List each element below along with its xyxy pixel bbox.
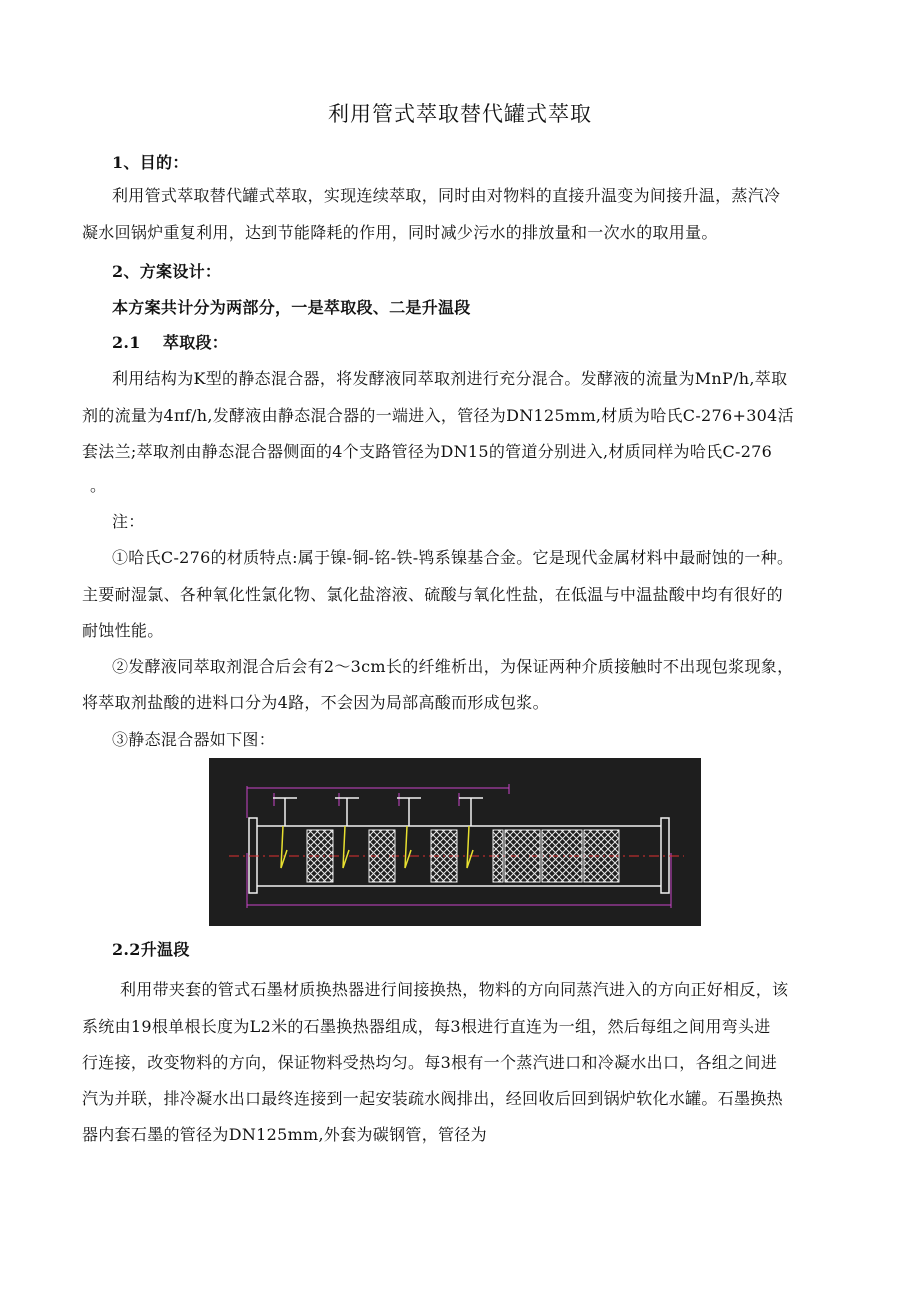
section-2-heading: 2、方案设计： — [112, 262, 222, 281]
section-1-paragraph-line-1: 利用管式萃取替代罐式萃取，实现连续萃取，同时由对物料的直接升温变为间接升温，蒸汽冷 — [112, 186, 781, 205]
note-2-line-1: ②发酵液同萃取剂混合后会有2～3cm长的纤维析出，为保证两种介质接触时不出现包浆现象， — [112, 657, 794, 676]
section-2-2-heading: 2.2升温段 — [112, 940, 190, 959]
static-mixer-drawing — [209, 758, 701, 926]
section-2-2-paragraph-line-3: 行连接，改变物料的方向，保证物料受热均匀。每3根有一个蒸汽进口和冷凝水出口，各组之间进 — [82, 1053, 778, 1072]
note-1-line-1: ①哈氏C-276的材质特点:属于镍-铜-铭-铁-鸨系镍基合金。它是现代金属材料中最耐蚀的一种。 — [112, 548, 794, 567]
note-1-line-3: 耐蚀性能。 — [82, 621, 164, 640]
section-1-heading: 1、目的： — [112, 153, 189, 172]
section-2-1-paragraph-line-2: 剂的流量为4πf/h,发酵液由静态混合器的一端进入，管径为DN125mm,材质为哈氏C-276+304活 — [82, 406, 794, 425]
section-2-2-paragraph-line-5: 器内套石墨的管径为DN125mm,外套为碳钢管，管径为 — [82, 1125, 487, 1144]
section-2-1-paragraph-line-1: 利用结构为K型的静态混合器，将发酵液同萃取剂进行充分混合。发酵液的流量为MnP/h,萃取 — [112, 369, 788, 388]
section-2-2-paragraph-line-1: 利用带夹套的管式石墨材质换热器进行间接换热，物料的方向同蒸汽进入的方向正好相反，该 — [120, 980, 789, 999]
branch-inlets — [273, 798, 483, 826]
note-label: 注： — [112, 512, 145, 531]
section-1-paragraph-line-2: 凝水回锅炉重复利用，达到节能降耗的作用，同时减少污水的排放量和一次水的取用量。 — [82, 223, 718, 242]
section-2-1-paragraph-line-4: 。 — [90, 476, 107, 495]
note-1-line-2: 主要耐湿氯、各种氧化性氯化物、氯化盐溶液、硫酸与氧化性盐，在低温与中温盐酸中均有很好的 — [82, 585, 783, 604]
section-2-2-paragraph-line-4: 汽为并联，排冷凝水出口最终连接到一起安装疏水阀排出，经回收后回到锅炉软化水罐。石墨换热 — [82, 1089, 783, 1108]
note-2-line-2: 将萃取剂盐酸的进料口分为4路，不会因为局部高酸而形成包浆。 — [82, 693, 549, 712]
section-2-1-paragraph-line-3: 套法兰;萃取剂由静态混合器侧面的4个支路管径为DN15的管道分别进入,材质同样为哈氏C-276 — [82, 442, 773, 461]
static-mixer-diagram — [209, 758, 701, 926]
document-title: 利用管式萃取替代罐式萃取 — [328, 102, 592, 126]
section-2-1-heading: 2.1 萃取段： — [112, 333, 229, 352]
note-3: ③静态混合器如下图： — [112, 730, 276, 749]
section-2-2-paragraph-line-2: 系统由19根单根长度为L2米的石墨换热器组成，每3根进行直连为一组，然后每组之间用弯头进 — [82, 1017, 771, 1036]
section-2-intro: 本方案共计分为两部分，一是萃取段、二是升温段 — [112, 298, 471, 317]
